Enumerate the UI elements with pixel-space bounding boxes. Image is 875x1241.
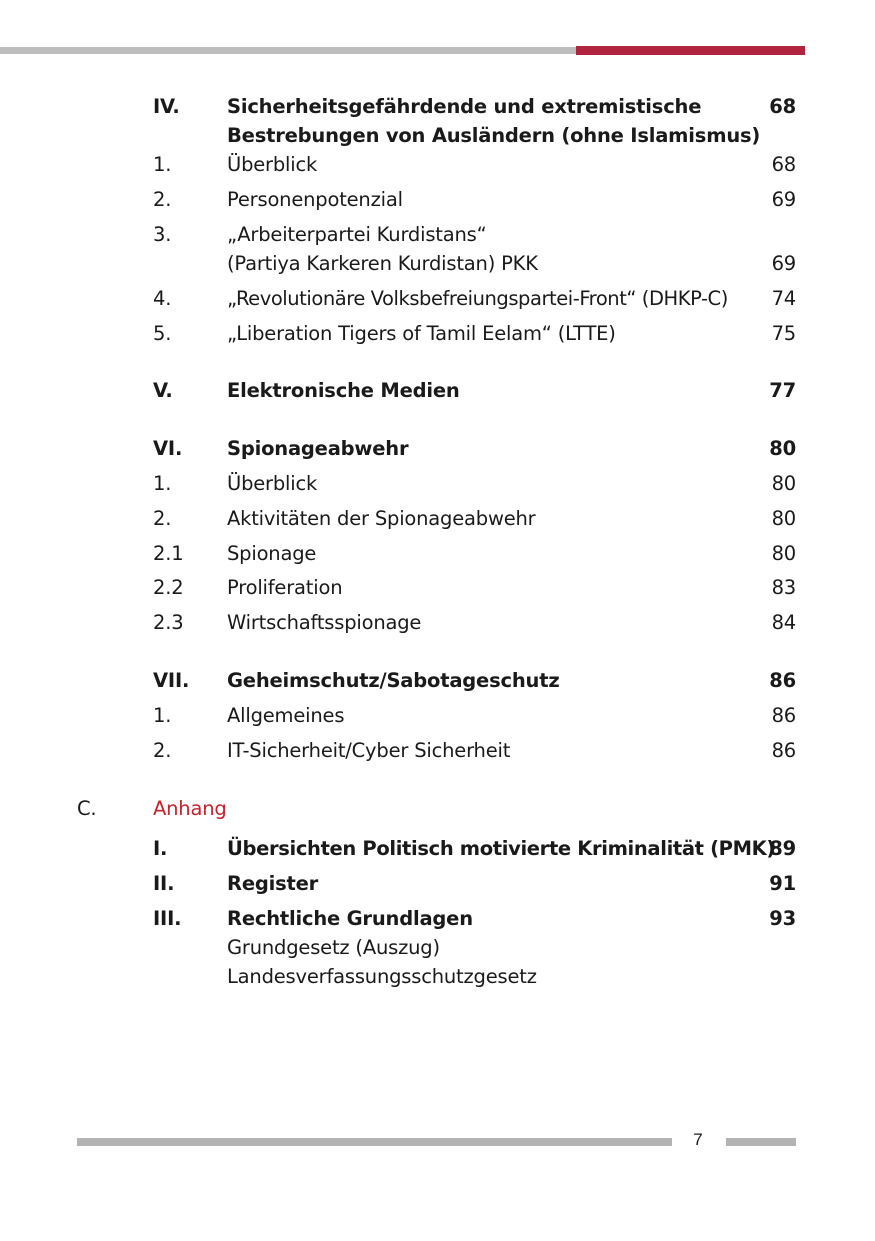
subentry-title: Grundgesetz (Auszug) [227, 936, 440, 959]
entry-number: 2.2 [153, 576, 184, 599]
entry-title: „Arbeiterpartei Kurdistans“ [227, 223, 487, 246]
section-title: Sicherheitsgefährdende und extremistische [227, 95, 702, 118]
footer-rule-right [726, 1138, 796, 1146]
entry-number: 3. [153, 223, 172, 246]
entry-page: 69 [771, 252, 796, 275]
entry-number: 4. [153, 287, 172, 310]
section-page: 86 [769, 669, 796, 692]
entry-title-continued: (Partiya Karkeren Kurdistan) PKK [227, 252, 538, 275]
entry-number: 5. [153, 322, 172, 345]
section-title: Geheimschutz/Sabotageschutz [227, 669, 560, 692]
entry-page: 80 [771, 542, 796, 565]
entry-title: Aktivitäten der Spionageabwehr [227, 507, 536, 530]
entry-number: 2.3 [153, 611, 184, 634]
part-letter: C. [77, 797, 97, 820]
section-number: III. [153, 907, 182, 930]
entry-page: 69 [771, 188, 796, 211]
section-page: 68 [769, 95, 796, 118]
entry-page: 75 [771, 322, 796, 345]
entry-number: 1. [153, 704, 172, 727]
entry-number: 2. [153, 507, 172, 530]
section-title-continued: Bestrebungen von Ausländern (ohne Islamismus) [227, 124, 761, 147]
entry-page: 84 [771, 611, 796, 634]
entry-title: Überblick [227, 472, 318, 495]
entry-page: 80 [771, 507, 796, 530]
section-page: 93 [769, 907, 796, 930]
section-title: Elektronische Medien [227, 379, 460, 402]
section-title: Register [227, 872, 319, 895]
section-title: Rechtliche Grundlagen [227, 907, 473, 930]
footer-rule-left [77, 1138, 672, 1146]
entry-page: 86 [771, 739, 796, 762]
entry-number: 2. [153, 188, 172, 211]
section-title: Spionageabwehr [227, 437, 409, 460]
section-page: 89 [769, 837, 796, 860]
section-number: VI. [153, 437, 183, 460]
section-number: V. [153, 379, 173, 402]
entry-page: 83 [771, 576, 796, 599]
entry-title: Spionage [227, 542, 317, 565]
section-number: I. [153, 837, 168, 860]
entry-number: 2. [153, 739, 172, 762]
entry-title: IT-Sicherheit/Cyber Sicherheit [227, 739, 511, 762]
section-title: Übersichten Politisch motivierte Kriminalität (PMK) [227, 837, 775, 860]
top-rule-grey [0, 47, 576, 54]
entry-title: Allgemeines [227, 704, 345, 727]
entry-title: Personenpotenzial [227, 188, 403, 211]
entry-title: Proliferation [227, 576, 343, 599]
entry-number: 2.1 [153, 542, 184, 565]
section-page: 80 [769, 437, 796, 460]
section-number: VII. [153, 669, 190, 692]
page-number: 7 [693, 1130, 703, 1149]
top-rule-accent [576, 46, 805, 55]
section-number: IV. [153, 95, 180, 118]
section-page: 77 [769, 379, 796, 402]
section-page: 91 [769, 872, 796, 895]
entry-page: 68 [771, 153, 796, 176]
entry-title: Wirtschaftsspionage [227, 611, 422, 634]
entry-page: 80 [771, 472, 796, 495]
section-number: II. [153, 872, 175, 895]
part-title: Anhang [153, 797, 227, 820]
entry-title: „Liberation Tigers of Tamil Eelam“ (LTTE) [227, 322, 616, 345]
subentry-title: Landesverfassungsschutzgesetz [227, 965, 537, 988]
entry-page: 74 [771, 287, 796, 310]
entry-title: Überblick [227, 153, 318, 176]
entry-page: 86 [771, 704, 796, 727]
entry-number: 1. [153, 153, 172, 176]
entry-number: 1. [153, 472, 172, 495]
entry-title: „Revolutionäre Volksbefreiungspartei-Front“ (DHKP-C) [227, 287, 728, 310]
